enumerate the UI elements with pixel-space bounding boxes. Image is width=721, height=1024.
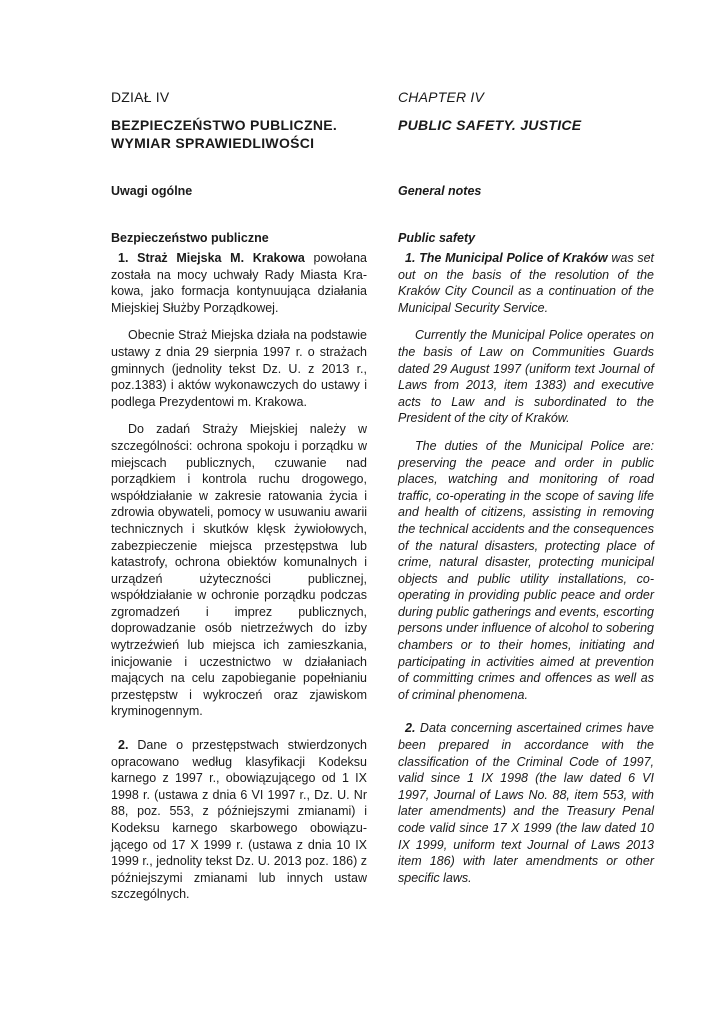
paragraph-1 bbox=[111, 250, 367, 316]
paragraph-4-en-text: Data concerning ascertained crimes have been prepared in accordance with the classification of the Criminal Code of 1997, valid since 1 IX 1998 (the law dated 6 VI 1997, Journal of Laws No. 88, item 553, with later amendments) and the Treasury Penal code valid since 17 X 1999 (the law dated 10 IX 1999, uniform text Journal of Laws 2013 item 186) with later amendments or other specific laws. bbox=[398, 721, 654, 885]
paragraph-1-en-bold: The Municipal Police of Kraków bbox=[419, 251, 608, 265]
public-safety-heading-en: Public safety bbox=[398, 231, 476, 245]
paragraph-1-number: 1. bbox=[118, 251, 129, 265]
chapter-title-en-line-1: PUBLIC SAFETY. JUSTICE bbox=[398, 117, 582, 133]
english-column bbox=[398, 88, 654, 897]
paragraph-1-en bbox=[398, 250, 654, 316]
general-notes-heading: Uwagi ogólne bbox=[111, 184, 193, 198]
polish-column bbox=[111, 88, 367, 914]
paragraph-3-en: The duties of the Municipal Police are: preserving the peace and order in public places, watching and monitoring of road traffic, co-operating in the scope of saving life and health of citizens, assisting in removing the technical accidents and the consequences of the natural disasters, protecting place of crime, natural disaster, protecting municipal objects and public utility installations, co-operating in providing public peace and order during public gatherings and events, escorting persons under influence of alcohol to sobering chambers or to their homes, initiating and participating in activities aimed at prevention of committing crimes and offences as well as of criminal phenomena. bbox=[398, 438, 654, 702]
chapter-label-en: CHAPTER IV bbox=[398, 89, 485, 105]
paragraph-2-en: Currently the Municipal Police operates on the basis of Law on Communities Guards dated 29 August 1997 (uniform text Journal of Laws from 2013, item 1383) and executive acts to Law and is subordinated to the President of the city of Kraków. bbox=[398, 328, 654, 426]
paragraph-1-en-text: was set out on the basis of the resolution of the Kraków City Council as a continuation of the Municipal Security Service. bbox=[398, 251, 654, 315]
chapter-label: DZIAŁ IV bbox=[111, 89, 170, 105]
paragraph-4-text: Dane o przestępstwach stwierdzonych opracowano według klasyfikacji Kodeksu karnego z 1997 r., obowiązującego od 1 IX 1998 r. (ustawa z dnia 6 VI 1997 r., Dz. U. Nr 88, poz. 553, z późniejszymi zmianami) i Kodeksu karnego skarbowego obowiązującego od 17 X 1999 r. (ustawa z dnia 10 IX 1999 r., jednolity tekst Dz. U. 2013 poz. 186) z późniejszymi zmianami lub innych ustaw szczególnych. bbox=[111, 738, 367, 902]
public-safety-heading: Bezpieczeństwo publiczne bbox=[111, 231, 269, 245]
paragraph-4-en-number: 2. bbox=[405, 721, 416, 736]
chapter-title-en bbox=[398, 116, 654, 166]
paragraph-2: Obecnie Straż Miejska działa na podstawie ustawy z dnia 29 sierpnia 1997 r. o strażach gminnych (jednolity tekst Dz. U. z 2013 r., poz.1383) i aktów wykonawczych do ustawy i podlega Prezydentowi m. Krakowa. bbox=[111, 328, 367, 409]
paragraph-1-text: powołana została na mocy uchwały Rady Miasta Krakowa, jako formacja kontynuująca działania Miejskiej Służby Porządkowej. bbox=[111, 251, 367, 315]
paragraph-1-bold: Straż Miejska M. Krakowa bbox=[137, 251, 305, 265]
chapter-title-line-1: BEZPIECZEŃSTWO PUBLICZNE. bbox=[111, 117, 338, 133]
paragraph-3: Do zadań Straży Miejskiej należy w szczególności: ochrona spokoju i porządku w miejscach publicznych, czuwanie nad porządkiem i kontrola ruchu drogowego, współdziałanie w zakresie ratowania życia i zdrowia obywateli, pomocy w usuwaniu awarii technicznych i skutków klęsk żywiołowych, zabezpieczenie miejsca przestępstwa lub katastrofy, ochrona obiektów komunalnych i urządzeń użyteczności publicznej, współdziałanie w ochronie porządku podczas zgromadzeń i imprez publicznych, doprowadzanie osób nietrzeźwych do izby wytrzeźwień lub miejsca ich zamieszkania, inicjowanie i uczestnictwo w działaniach mających na celu zapobieganie popełnianiu przestępstw i wykroczeń oraz zjawiskom kryminogennym. bbox=[111, 422, 367, 719]
paragraph-4 bbox=[111, 737, 367, 903]
paragraph-4-en bbox=[398, 720, 654, 886]
chapter-title-line-2: WYMIAR SPRAWIEDLIWOŚCI bbox=[111, 135, 315, 151]
paragraph-4-number: 2. bbox=[118, 738, 129, 753]
chapter-title bbox=[111, 116, 367, 166]
paragraph-1-en-number: 1. bbox=[405, 251, 416, 265]
general-notes-heading-en: General notes bbox=[398, 184, 482, 198]
